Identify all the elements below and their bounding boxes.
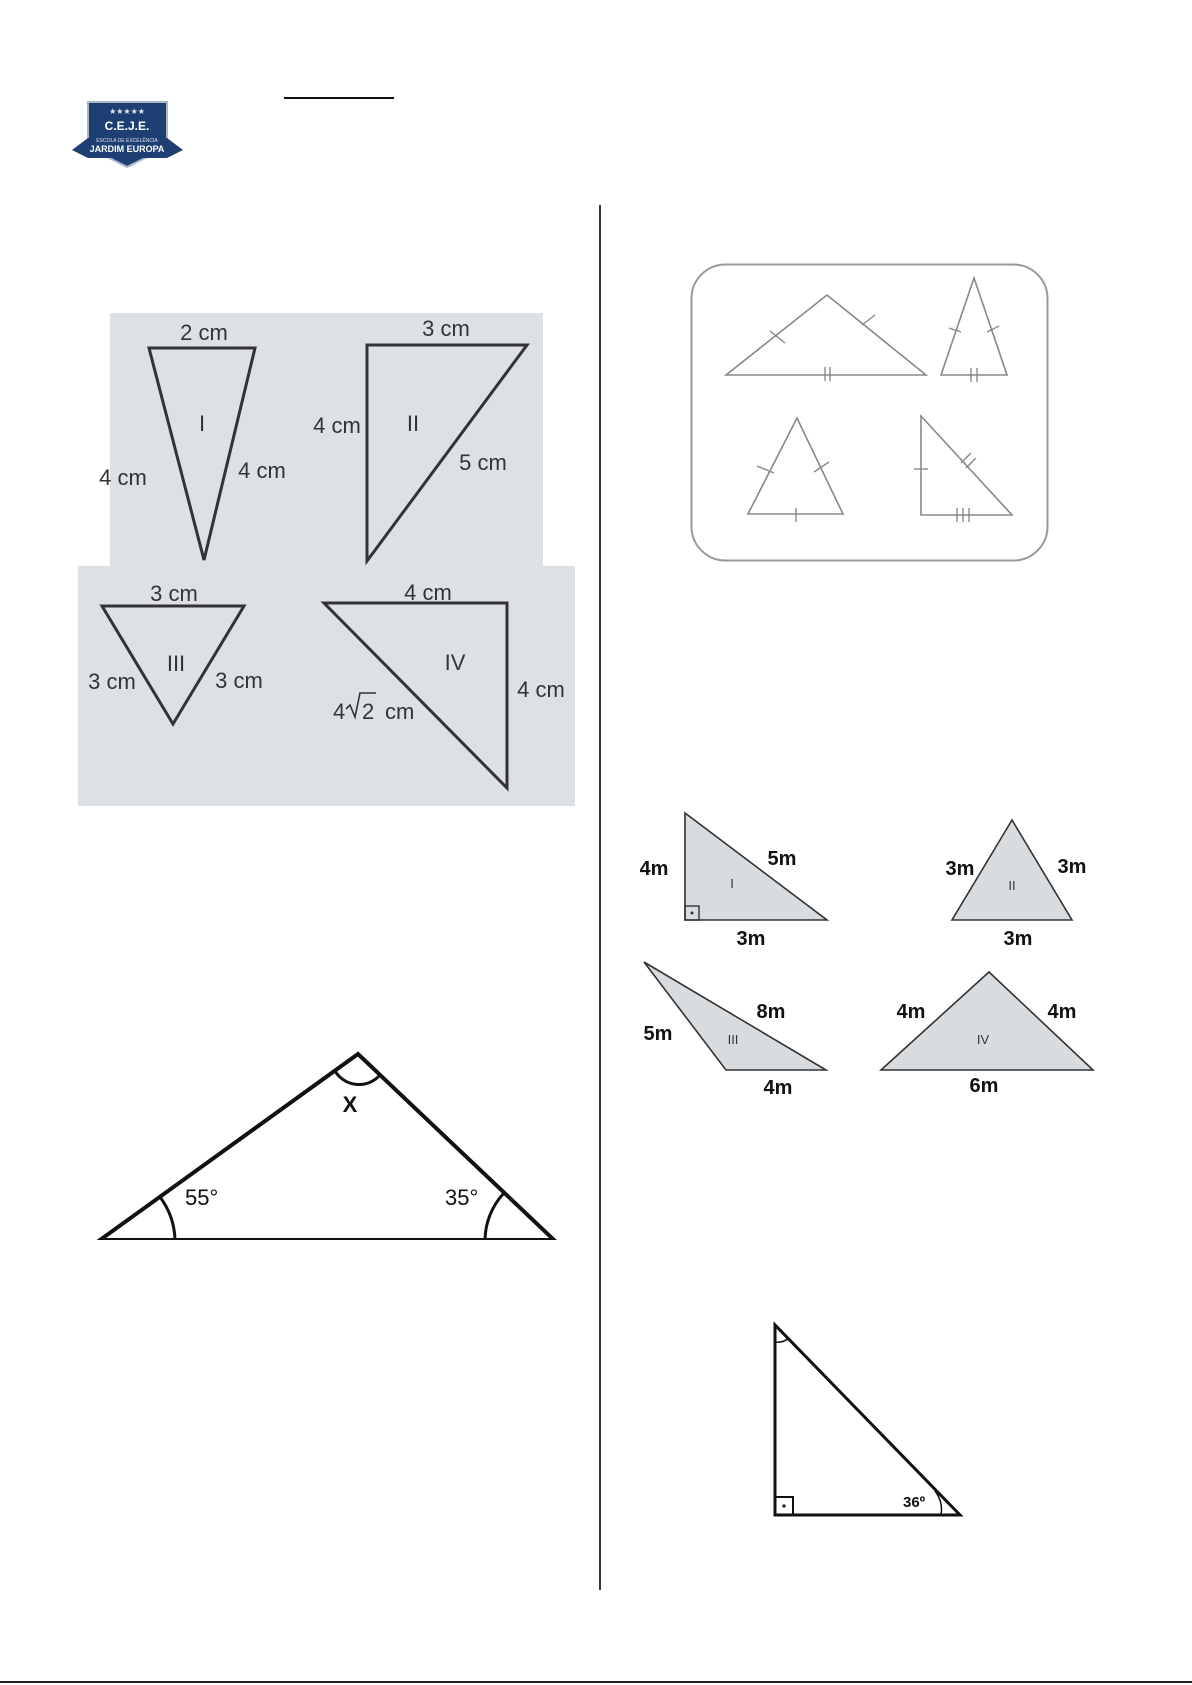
right-triangle: [775, 1325, 960, 1515]
tri-IV-hyp-unit: cm: [385, 699, 415, 724]
tri-m-II-base: 3m: [1003, 928, 1033, 950]
triangle-m-III: [644, 962, 826, 1070]
figure-triangles-m: [640, 808, 1110, 1108]
tri-IV-hyp-coef: 4: [333, 699, 346, 724]
tri-II-top-label: 3 cm: [422, 316, 470, 341]
rounded-frame: [692, 265, 1048, 561]
tri-m-II-roman: II: [1008, 878, 1016, 893]
tri-III-roman: III: [166, 651, 186, 676]
tri-m-I-hyp: 5m: [767, 848, 797, 870]
bottom-rule: [0, 1681, 1192, 1683]
tri-I-top-label: 2 cm: [180, 320, 228, 345]
logo-name: JARDIM EUROPA: [89, 144, 165, 154]
right-angle-dot: [691, 912, 694, 915]
figure-right-triangle-36: [770, 1320, 970, 1520]
tri-m-I-left: 4m: [640, 858, 669, 880]
tri-m-IV-roman: IV: [976, 1032, 990, 1047]
tri-m-II-right: 3m: [1057, 856, 1087, 878]
arc-left: [160, 1197, 175, 1240]
tri-IV-hyp-radicand: 2: [362, 699, 375, 724]
tri-IV-roman: IV: [444, 650, 466, 675]
angle-35-label: 35°: [445, 1185, 479, 1210]
tri-m-I-roman: I: [730, 876, 734, 891]
tri-III-right-label: 3 cm: [215, 668, 263, 693]
tri-m-IV-left: 4m: [896, 1001, 926, 1023]
tri-III-top-label: 3 cm: [150, 581, 198, 606]
tri-m-I-base: 3m: [736, 928, 766, 950]
tri-m-IV-base: 6m: [969, 1075, 999, 1097]
tri-I-right-label: 4 cm: [238, 458, 286, 483]
arc-top: [335, 1071, 380, 1085]
tri-I-roman: I: [198, 411, 206, 436]
figure-tick-mark-triangles: [690, 263, 1050, 563]
header-underline: [284, 97, 394, 99]
tri-IV-right-label: 4 cm: [517, 677, 565, 702]
tri-m-III-top: 8m: [756, 1001, 786, 1023]
logo-stars: ★★★★★: [109, 107, 145, 116]
tri-III-left-label: 3 cm: [88, 669, 136, 694]
figure-triangles-cm: [78, 313, 578, 808]
angle-55-label: 55°: [185, 1185, 219, 1210]
tri-II-roman: II: [406, 411, 420, 436]
tri-m-III-left: 5m: [643, 1023, 673, 1045]
tri-m-IV-right: 4m: [1047, 1001, 1077, 1023]
tri-m-II-left: 3m: [945, 858, 975, 880]
figure-triangle-angle-x: [95, 1040, 565, 1240]
triangle-m-I: [685, 813, 827, 920]
school-logo: [70, 92, 185, 172]
tri-I-left-label: 4 cm: [99, 465, 147, 490]
tri-m-III-roman: III: [727, 1032, 739, 1047]
logo-acronym: C.E.J.E.: [104, 119, 150, 133]
header: [0, 0, 1192, 180]
tri-IV-top-label: 4 cm: [404, 580, 452, 605]
gray-panel: [78, 313, 575, 806]
tri-II-left-label: 4 cm: [313, 413, 361, 438]
right-angle-dot-2: [782, 1504, 785, 1507]
angle-36-label: 36º: [903, 1494, 926, 1511]
tri-m-III-base: 4m: [763, 1077, 793, 1099]
column-divider: [599, 205, 601, 1590]
angle-x-label: X: [342, 1092, 358, 1117]
arc-right: [485, 1193, 504, 1240]
logo-subtitle: ESCOLA DE EXCELÊNCIA: [96, 138, 158, 144]
tri-II-hyp-label: 5 cm: [459, 450, 507, 475]
